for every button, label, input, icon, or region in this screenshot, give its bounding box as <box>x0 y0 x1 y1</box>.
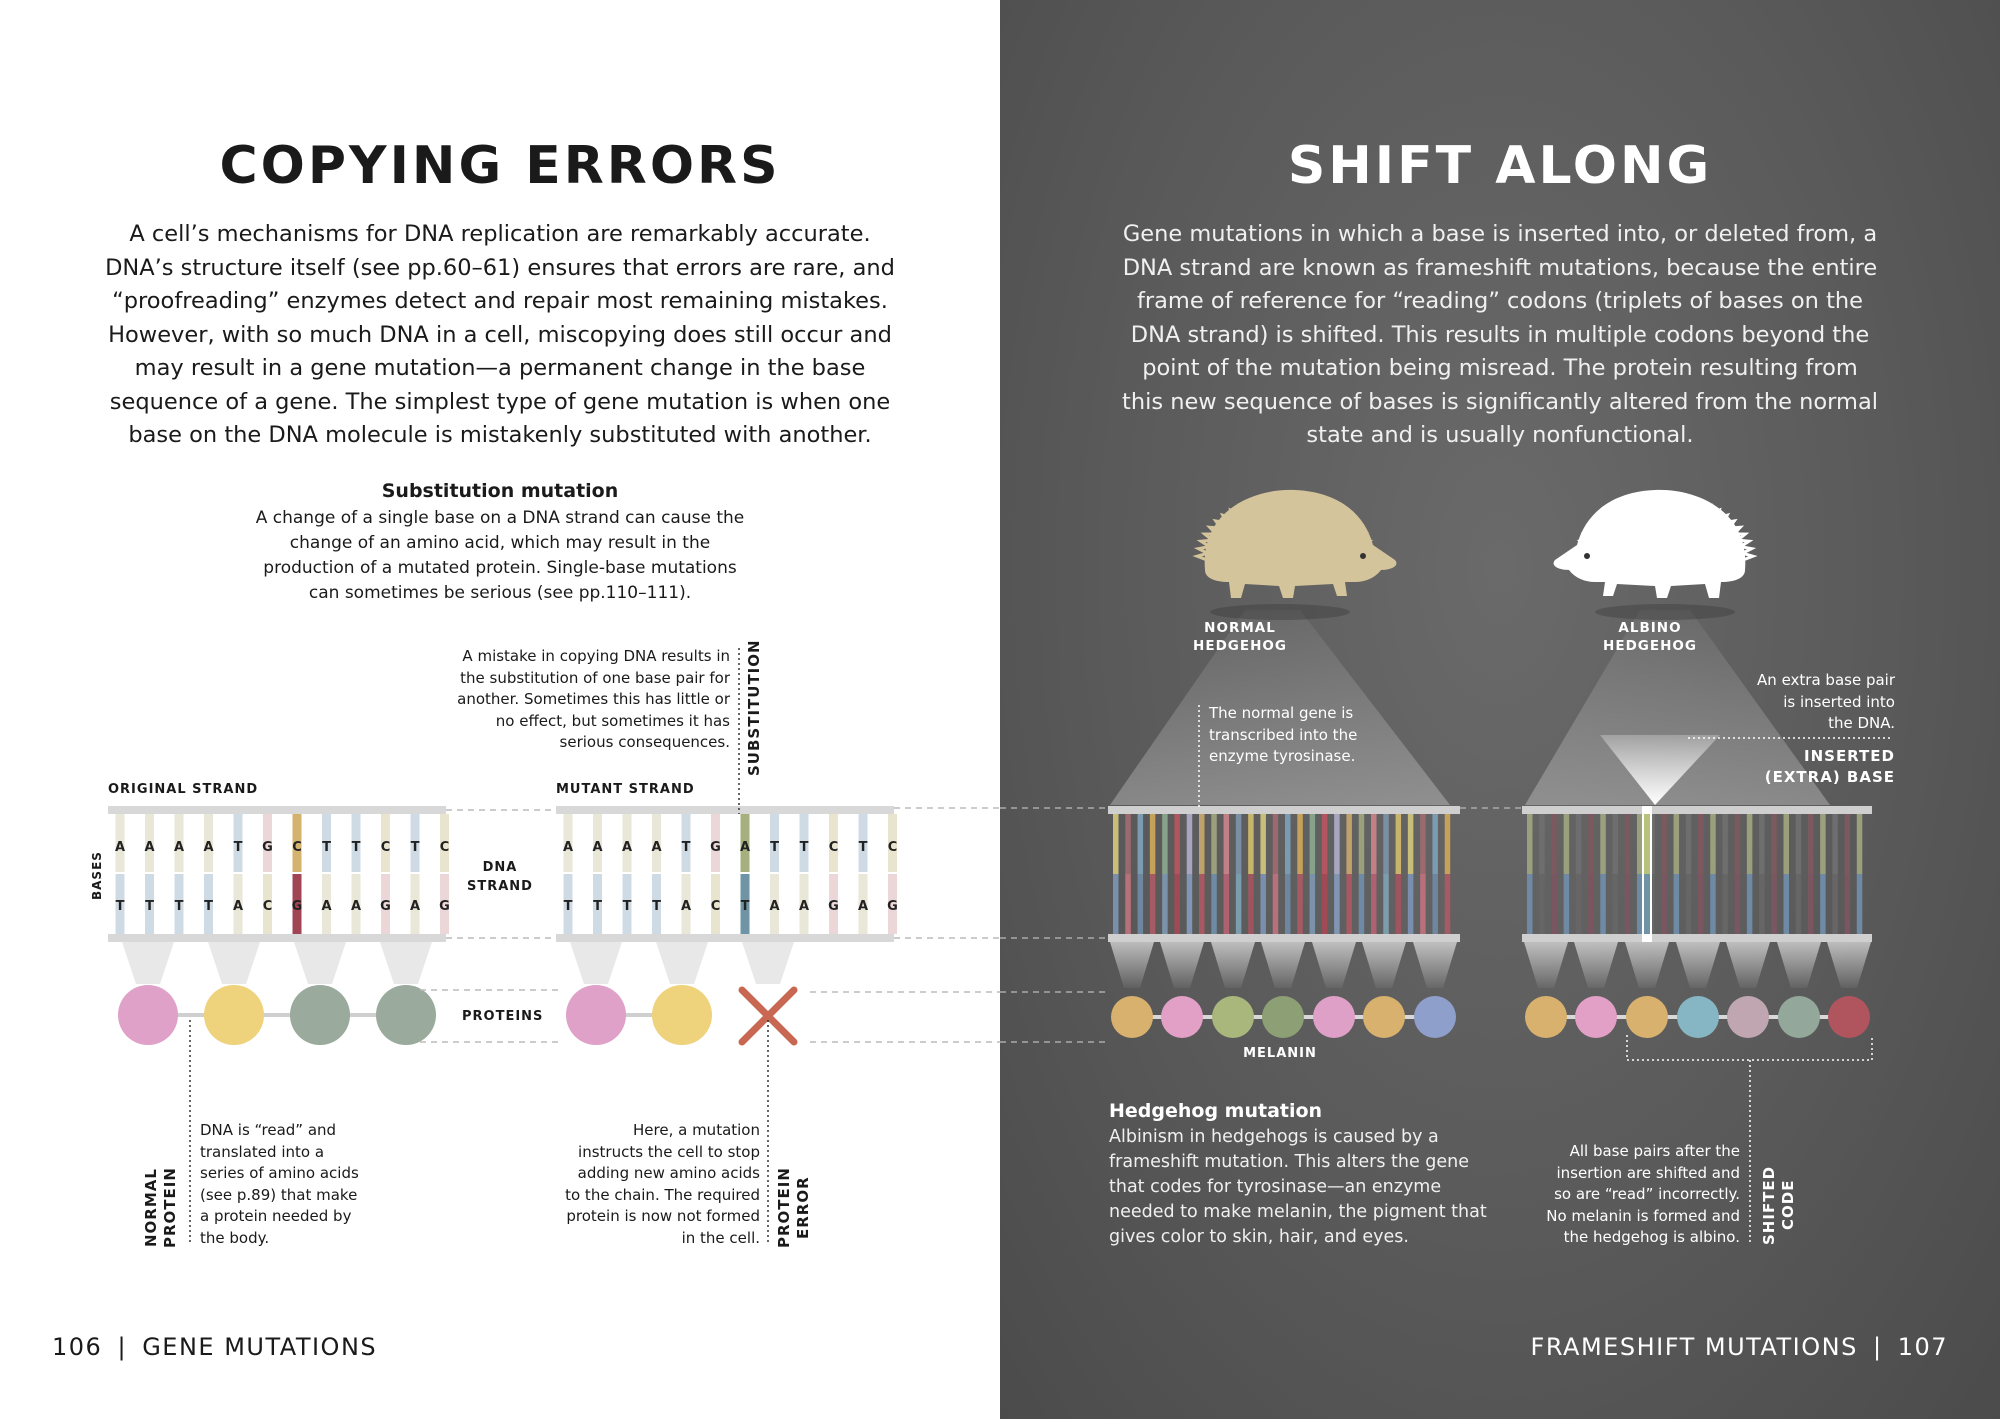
normal-strand-top-base-bar <box>1346 814 1352 874</box>
normal-strand-bottom-base-bar <box>1322 874 1328 934</box>
normal-strand-top-base-bar <box>1408 814 1414 874</box>
melanin-protein-codon-funnel <box>1261 942 1305 988</box>
normal-strand-bottom-base-bar <box>1359 874 1365 934</box>
normal-strand-bottom-base-bar <box>1445 874 1451 934</box>
mutant-bottom-base-letter: T <box>652 899 661 914</box>
melanin-protein-amino-acid <box>1414 996 1456 1038</box>
right-folio: FRAMESHIFT MUTATIONS | 107 <box>1530 1333 1948 1361</box>
original-amino-acid <box>204 985 264 1045</box>
original-amino-acid <box>290 985 350 1045</box>
shifted-protein-codon-funnel <box>1574 942 1618 988</box>
shifted-protein-amino-acid <box>1525 996 1567 1038</box>
substitution-text: A change of a single base on a DNA strand can cause the change of an amino acid, which may result in the production of a mutated protein. Single-base mutations can sometimes be serious (see pp.110–111). <box>255 508 745 603</box>
albino-strand-bottom-base-bar <box>1539 874 1545 934</box>
mutant-bottom-base-letter: A <box>798 899 810 914</box>
normal-strand-bottom-base-bar <box>1297 874 1303 934</box>
albino-strand-bottom-base-bar <box>1820 874 1826 934</box>
mutant-bottom-base-letter: T <box>593 899 602 914</box>
normal-hedgehog-part <box>1205 490 1397 598</box>
substitution-label: SUBSTITUTION <box>745 639 763 776</box>
original-amino-acid <box>376 985 436 1045</box>
normal-strand-top-base-bar <box>1371 814 1377 874</box>
normal-strand-bottom-base-bar <box>1260 874 1266 934</box>
normal-strand-top-base-bar <box>1236 814 1242 874</box>
normal-strand-top-base-bar <box>1334 814 1340 874</box>
substitution-note: A mistake in copying DNA results in the substitution of one base pair for another. Sometimes this has little or no effect, but sometimes it has serious consequences. <box>457 647 730 751</box>
normal-strand-bottom-rail <box>1108 934 1460 942</box>
original-top-base-letter: A <box>203 840 214 855</box>
mutant-top-base-letter: T <box>681 840 691 855</box>
mutant-codon-funnel <box>656 942 708 984</box>
shifted-protein-codon-funnel <box>1777 942 1821 988</box>
normal-strand-top-base-bar <box>1187 814 1193 874</box>
albino-strand-top-base-bar <box>1539 814 1545 874</box>
original-strand-label: ORIGINAL STRAND <box>108 782 259 797</box>
albino-strand-top-base-bar <box>1796 814 1802 874</box>
mutant-top-base-letter: G <box>710 840 721 855</box>
shifted-code-note: All base pairs after the insertion are shifted and so are “read” incorrectly. No melanin is formed and the hedgehog is albino. <box>1546 1142 1740 1246</box>
melanin-protein-codon-funnel <box>1110 942 1154 988</box>
albino-strand-bottom-base-bar <box>1564 874 1570 934</box>
mutant-strand-label: MUTANT STRAND <box>556 782 695 797</box>
albino-hedgehog-label: ALBINO HEDGEHOG <box>1603 620 1697 654</box>
mutant-top-base-letter: T <box>770 840 779 855</box>
shifted-protein-codon-funnel <box>1625 942 1669 988</box>
left-folio: 106 | GENE MUTATIONS <box>52 1333 378 1361</box>
albino-strand-inserted-base-bottom <box>1644 874 1650 934</box>
normal-strand-top-base-bar <box>1224 814 1230 874</box>
normal-hedgehog-shadow <box>1210 604 1350 620</box>
mutant-codon-funnel <box>742 942 794 984</box>
albino-strand-bottom-base-bar <box>1845 874 1851 934</box>
melanin-protein-codon-funnel <box>1362 942 1406 988</box>
normal-strand-bottom-base-bar <box>1224 874 1230 934</box>
normal-hedgehog-part <box>1360 553 1366 559</box>
original-codon-funnel <box>380 942 432 984</box>
normal-hedgehog-label: NORMAL HEDGEHOG <box>1193 620 1287 654</box>
protein-error-label: PROTEIN ERROR <box>775 1167 812 1248</box>
mutant-codon-funnel <box>570 942 622 984</box>
albino-strand-bottom-base-bar <box>1686 874 1692 934</box>
albino-strand-bottom-base-bar <box>1588 874 1594 934</box>
original-top-rail <box>108 806 446 814</box>
melanin-protein-amino-acid <box>1262 996 1304 1038</box>
melanin-protein-codon-funnel <box>1312 942 1356 988</box>
original-top-base-letter: T <box>351 840 361 855</box>
albino-strand-bottom-base-bar <box>1857 874 1863 934</box>
albino-strand-top-base-bar <box>1857 814 1863 874</box>
shifted-protein-codon-funnel <box>1726 942 1770 988</box>
albino-strand-top-base-bar <box>1551 814 1557 874</box>
albino-strand-top-base-bar <box>1527 814 1533 874</box>
albino-strand-bottom-base-bar <box>1735 874 1741 934</box>
albino-strand-top-base-bar <box>1710 814 1716 874</box>
mutant-bottom-base-letter: C <box>710 899 721 914</box>
shifted-protein-amino-acid <box>1778 996 1820 1038</box>
mutant-top-base-letter: T <box>799 840 809 855</box>
albino-strand-bottom-base-bar <box>1784 874 1790 934</box>
albino-strand-top-base-bar <box>1722 814 1728 874</box>
albino-strand-bottom-base-bar <box>1625 874 1631 934</box>
normal-strand-top-base-bar <box>1138 814 1144 874</box>
shifted-protein-amino-acid <box>1626 996 1668 1038</box>
dna-strand-label: DNA STRAND <box>467 860 533 894</box>
albino-strand-bottom-base-bar <box>1551 874 1557 934</box>
normal-strand-top-base-bar <box>1162 814 1168 874</box>
normal-strand-bottom-base-bar <box>1371 874 1377 934</box>
mutant-bottom-base-letter: A <box>769 899 780 914</box>
albino-strand-top-base-bar <box>1600 814 1606 874</box>
right-title: SHIFT ALONG <box>1287 136 1713 196</box>
albino-strand-top-base-bar <box>1820 814 1826 874</box>
shifted-protein-amino-acid <box>1575 996 1617 1038</box>
right-running-head: FRAMESHIFT MUTATIONS <box>1530 1333 1858 1361</box>
shifted-protein-amino-acid <box>1727 996 1769 1038</box>
albino-strand-top-base-bar <box>1747 814 1753 874</box>
albino-strand-bottom-base-bar <box>1698 874 1704 934</box>
original-top-base-letter: T <box>322 840 331 855</box>
original-top-base-letter: C <box>439 840 450 855</box>
normal-strand-top-base-bar <box>1396 814 1402 874</box>
normal-strand-top-base-bar <box>1310 814 1316 874</box>
shifted-code-label: SHIFTED CODE <box>1760 1165 1797 1245</box>
albino-strand-bottom-base-bar <box>1576 874 1582 934</box>
normal-protein-label: NORMAL PROTEIN <box>142 1167 179 1248</box>
melanin-protein-amino-acid <box>1212 996 1254 1038</box>
original-bottom-base-letter: A <box>350 899 362 914</box>
mutant-top-base-letter: A <box>739 840 751 855</box>
albino-strand-top-base-bar <box>1808 814 1814 874</box>
mutant-amino-acid <box>652 985 712 1045</box>
normal-strand-bottom-base-bar <box>1273 874 1279 934</box>
mutant-top-base-letter: C <box>828 840 839 855</box>
albino-strand-bottom-base-bar <box>1674 874 1680 934</box>
mutant-amino-acid <box>566 985 626 1045</box>
albino-strand-bottom-base-bar <box>1661 874 1667 934</box>
original-amino-acid <box>118 985 178 1045</box>
substitution-heading: Substitution mutation <box>381 480 619 502</box>
original-top-base-letter: C <box>380 840 391 855</box>
albino-hedgehog-part <box>1584 553 1590 559</box>
albino-strand-top-base-bar <box>1759 814 1765 874</box>
normal-strand-bottom-base-bar <box>1174 874 1180 934</box>
albino-strand-top-base-bar <box>1613 814 1619 874</box>
normal-strand-bottom-base-bar <box>1199 874 1205 934</box>
melanin-protein-codon-funnel <box>1160 942 1204 988</box>
original-bottom-base-letter: G <box>291 899 303 914</box>
albino-strand-top-base-bar <box>1637 814 1643 874</box>
melanin-protein-codon-funnel <box>1211 942 1255 988</box>
albino-strand-top-base-bar <box>1832 814 1838 874</box>
albino-strand-bottom-base-bar <box>1710 874 1716 934</box>
normal-strand-top-base-bar <box>1432 814 1438 874</box>
right-intro: Gene mutations in which a base is inserted into, or deleted from, a DNA strand are known as frameshift mutations, because the entire frame of reference for “reading” codons (triplets of bases on the DNA strand) is shifted. This results in multiple codons beyond the point of the mutation being misread. The protein resulting from this new sequence of bases is significantly altered from the normal state and is usually nonfunctional. <box>1122 221 1878 448</box>
shifted-protein-amino-acid <box>1677 996 1719 1038</box>
normal-strand-top-base-bar <box>1260 814 1266 874</box>
albino-strand-bottom-base-bar <box>1808 874 1814 934</box>
left-running-head: GENE MUTATIONS <box>142 1333 378 1361</box>
albino-strand-top-base-bar <box>1625 814 1631 874</box>
albino-strand-bottom-base-bar <box>1796 874 1802 934</box>
albino-strand-top-base-bar <box>1576 814 1582 874</box>
original-bottom-base-letter: T <box>145 899 154 914</box>
left-page-number: 106 <box>52 1333 103 1361</box>
albino-hedgehog-part <box>1554 490 1746 598</box>
original-bottom-base-letter: G <box>380 899 391 914</box>
mutant-bottom-rail <box>556 934 894 942</box>
original-codon-funnel <box>208 942 260 984</box>
melanin-protein-amino-acid <box>1363 996 1405 1038</box>
hedgehog-mutation-heading: Hedgehog mutation <box>1109 1100 1323 1122</box>
normal-strand-top-base-bar <box>1322 814 1328 874</box>
normal-strand-bottom-base-bar <box>1310 874 1316 934</box>
albino-strand-top-base-bar <box>1771 814 1777 874</box>
melanin-protein-codon-funnel <box>1413 942 1457 988</box>
normal-strand-bottom-base-bar <box>1138 874 1144 934</box>
normal-strand-bottom-base-bar <box>1211 874 1217 934</box>
normal-strand-top-rail <box>1108 806 1460 814</box>
bases-label: BASES <box>90 851 104 901</box>
albino-strand-bottom-rail <box>1522 934 1872 942</box>
melanin-label: MELANIN <box>1243 1046 1317 1061</box>
normal-strand-top-base-bar <box>1297 814 1303 874</box>
normal-strand-bottom-base-bar <box>1383 874 1389 934</box>
normal-strand-top-base-bar <box>1125 814 1130 874</box>
original-top-base-letter: A <box>173 840 185 855</box>
protein-error-text: Here, a mutation instructs the cell to stop adding new amino acids to the chain. The required protein is now not formed in the cell. <box>565 1121 760 1247</box>
normal-strand-top-base-bar <box>1445 814 1451 874</box>
normal-strand-bottom-base-bar <box>1150 874 1156 934</box>
original-bottom-base-letter: A <box>409 899 421 914</box>
original-top-base-letter: A <box>114 840 126 855</box>
original-top-base-letter: A <box>144 840 155 855</box>
melanin-protein-amino-acid <box>1313 996 1355 1038</box>
mutant-bottom-base-letter: T <box>740 899 750 914</box>
original-bottom-rail <box>108 934 446 942</box>
mutant-bottom-base-letter: A <box>680 899 692 914</box>
normal-strand-bottom-base-bar <box>1113 874 1119 934</box>
right-page-number: 107 <box>1897 1333 1948 1361</box>
albino-strand-bottom-base-bar <box>1747 874 1753 934</box>
albino-strand-top-base-bar <box>1661 814 1667 874</box>
albino-strand-bottom-base-bar <box>1613 874 1619 934</box>
normal-strand-bottom-base-bar <box>1396 874 1402 934</box>
normal-strand-bottom-base-bar <box>1346 874 1352 934</box>
left-title: COPYING ERRORS <box>219 136 781 196</box>
hedgehog-mutation-text: Albinism in hedgehogs is caused by a frameshift mutation. This alters the gene that codes for tyrosinase—an enzyme needed to make melanin, the pigment that gives color to skin, hair, and eyes. <box>1109 1127 1487 1247</box>
original-bottom-base-letter: A <box>232 899 244 914</box>
original-codon-funnel <box>122 942 174 984</box>
original-top-base-letter: G <box>262 840 273 855</box>
normal-strand-top-base-bar <box>1359 814 1365 874</box>
normal-strand-bottom-base-bar <box>1248 874 1254 934</box>
normal-hedgehog <box>1197 490 1396 598</box>
normal-gene-note: The normal gene is transcribed into the enzyme tyrosinase. <box>1209 704 1358 765</box>
mutant-top-base-letter: T <box>858 840 868 855</box>
normal-strand-bottom-base-bar <box>1187 874 1193 934</box>
normal-strand-bottom-base-bar <box>1285 874 1291 934</box>
melanin-protein-amino-acid <box>1111 996 1153 1038</box>
original-bottom-base-letter: T <box>204 899 213 914</box>
albino-strand-top-base-bar <box>1784 814 1790 874</box>
shifted-protein-amino-acid <box>1828 996 1870 1038</box>
original-top-base-letter: C <box>292 840 302 855</box>
left-intro: A cell’s mechanisms for DNA replication are remarkably accurate. DNA’s structure itself (see pp.60–61) ensures that errors are rare, and “proofreading” enzymes detect and repair most remaining mistakes. However, with so much DNA in a cell, miscopying does still occur and may result in a gene mutation—a permanent change in the base sequence of a gene. The simplest type of gene mutation is when one base on the DNA molecule is mistakenly substituted with another. <box>105 221 895 448</box>
albino-strand-top-base-bar <box>1686 814 1692 874</box>
normal-strand-top-base-bar <box>1273 814 1279 874</box>
mutant-bottom-base-letter: T <box>563 899 573 914</box>
mutant-bottom-base-letter: G <box>828 899 839 914</box>
inserted-base-label: INSERTED (EXTRA) BASE <box>1764 747 1895 786</box>
original-bottom-base-letter: T <box>115 899 125 914</box>
albino-strand-bottom-base-bar <box>1600 874 1606 934</box>
normal-strand-bottom-base-bar <box>1432 874 1438 934</box>
original-bottom-base-letter: A <box>321 899 332 914</box>
mutant-bottom-base-letter: T <box>622 899 632 914</box>
original-top-base-letter: T <box>233 840 243 855</box>
albino-strand-inserted-base-top <box>1644 814 1650 874</box>
mutant-top-base-letter: A <box>651 840 662 855</box>
shifted-protein-codon-funnel <box>1827 942 1871 988</box>
original-bottom-base-letter: C <box>262 899 273 914</box>
normal-strand-bottom-base-bar <box>1420 874 1426 934</box>
normal-strand-top-base-bar <box>1174 814 1180 874</box>
mutant-bottom-base-letter: G <box>887 899 898 914</box>
melanin-protein-amino-acid <box>1161 996 1203 1038</box>
original-top-base-letter: T <box>410 840 420 855</box>
normal-strand-bottom-base-bar <box>1408 874 1414 934</box>
normal-strand-top-base-bar <box>1420 814 1426 874</box>
albino-hedgehog <box>1554 490 1753 598</box>
extra-base-note: An extra base pair is inserted into the DNA. <box>1757 671 1895 732</box>
albino-strand-top-base-bar <box>1735 814 1741 874</box>
albino-strand-bottom-base-bar <box>1759 874 1765 934</box>
mutant-top-base-letter: C <box>887 840 898 855</box>
normal-strand-top-base-bar <box>1383 814 1389 874</box>
albino-hedgehog-shadow <box>1595 604 1735 620</box>
original-codon-funnel <box>294 942 346 984</box>
normal-strand-bottom-base-bar <box>1236 874 1242 934</box>
albino-strand-top-rail <box>1522 806 1872 814</box>
mutant-top-base-letter: A <box>592 840 603 855</box>
albino-strand-bottom-base-bar <box>1637 874 1643 934</box>
albino-strand-bottom-base-bar <box>1722 874 1728 934</box>
normal-strand-top-base-bar <box>1248 814 1254 874</box>
albino-strand-bottom-base-bar <box>1771 874 1777 934</box>
normal-strand-bottom-base-bar <box>1162 874 1168 934</box>
albino-strand-bottom-base-bar <box>1832 874 1838 934</box>
mutant-bottom-base-letter: A <box>857 899 869 914</box>
normal-strand-top-base-bar <box>1113 814 1119 874</box>
shifted-protein-codon-funnel <box>1676 942 1720 988</box>
mutant-top-base-letter: A <box>621 840 633 855</box>
normal-protein-text: DNA is “read” and translated into a series of amino acids (see p.89) that make a protein needed by the body. <box>200 1121 359 1247</box>
normal-strand-top-base-bar <box>1199 814 1205 874</box>
albino-strand-top-base-bar <box>1674 814 1680 874</box>
mutant-top-base-letter: A <box>562 840 574 855</box>
normal-strand-top-base-bar <box>1285 814 1291 874</box>
albino-strand-top-base-bar <box>1588 814 1594 874</box>
normal-strand-top-base-bar <box>1211 814 1217 874</box>
normal-strand-bottom-base-bar <box>1125 874 1130 934</box>
albino-strand-top-base-bar <box>1698 814 1704 874</box>
original-bottom-base-letter: G <box>439 899 450 914</box>
albino-strand-bottom-base-bar <box>1527 874 1533 934</box>
proteins-label: PROTEINS <box>462 1009 544 1024</box>
original-bottom-base-letter: T <box>174 899 184 914</box>
albino-strand-top-base-bar <box>1845 814 1851 874</box>
normal-strand-bottom-base-bar <box>1334 874 1340 934</box>
normal-strand-top-base-bar <box>1150 814 1156 874</box>
shifted-protein-codon-funnel <box>1524 942 1568 988</box>
right-page <box>1000 0 2000 1419</box>
shifted-code-bracket <box>1627 1035 1872 1060</box>
mutant-top-rail <box>556 806 894 814</box>
albino-strand-top-base-bar <box>1564 814 1570 874</box>
